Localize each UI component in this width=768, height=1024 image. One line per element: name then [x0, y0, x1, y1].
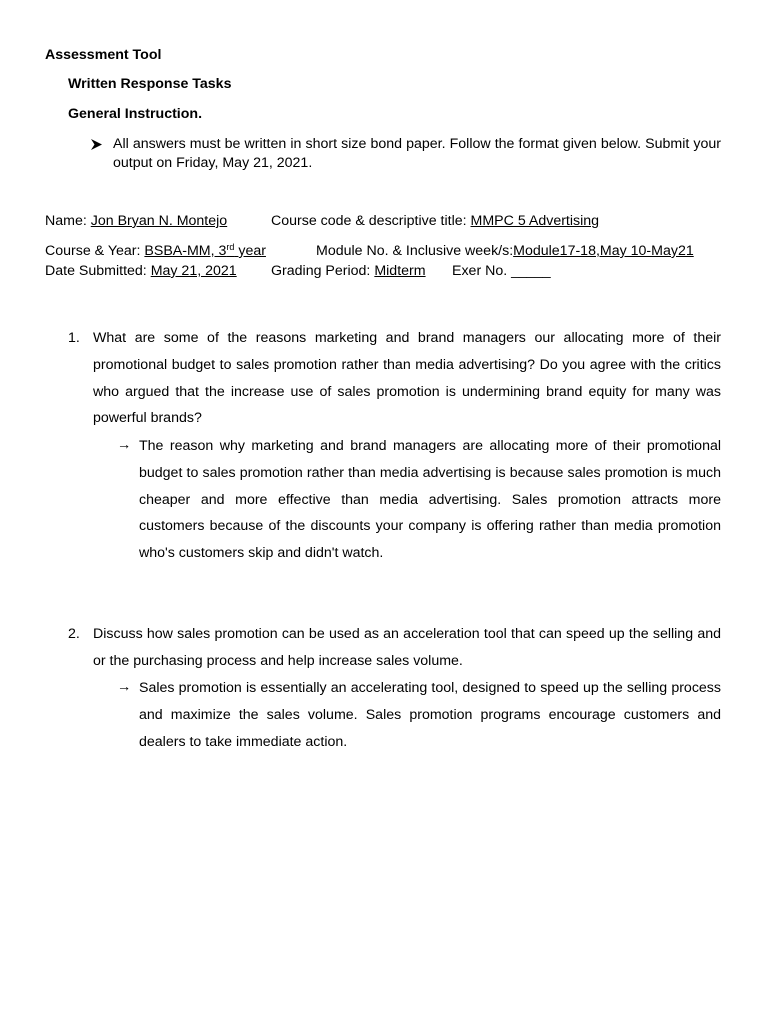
document-subtitle: Written Response Tasks — [68, 76, 232, 92]
period-value: Midterm — [374, 263, 426, 279]
document-title: Assessment Tool — [45, 47, 162, 63]
date-value: May 21, 2021 — [150, 263, 237, 279]
name-label: Name: — [45, 213, 87, 229]
instruction-text: All answers must be written in short size bond paper. Follow the format given below. Submit your output on Friday, May 21, 2021. — [113, 136, 721, 171]
name-value: Jon Bryan N. Montejo — [90, 213, 228, 229]
period-label: Grading Period: — [271, 263, 371, 279]
answer-1-text: The reason why marketing and brand managers are allocating more of their promotional budget to sales promotion rather than media advertising is because sales promotion is much cheaper and more effective than media advertising. Sales promotion attracts more customers because of the discounts your company is offering rather than media promotion who's customers skip and didn't watch. — [139, 438, 721, 562]
answer-2-arrow-icon: → — [117, 679, 132, 695]
question-1-number: 1. — [68, 330, 80, 346]
exer-label: Exer No. — [452, 263, 508, 279]
module-row — [316, 243, 694, 259]
question-2-number: 2. — [68, 626, 80, 642]
date-row — [45, 263, 237, 279]
answer-1-arrow-icon: → — [117, 437, 132, 453]
year-row — [45, 243, 266, 259]
course-label: Course code & descriptive title: — [271, 213, 467, 229]
answer-2-text: Sales promotion is essentially an accelerating tool, designed to speed up the selling process and maximize the sales volume. Sales promotion programs encourage customers and dealers to take immediate action. — [139, 680, 721, 750]
module-label: Module No. & Inclusive week/s: — [316, 243, 514, 259]
name-row — [45, 213, 227, 229]
arrowhead-bullet-icon — [90, 138, 103, 155]
course-value: MMPC 5 Advertising — [470, 213, 600, 229]
period-row — [271, 263, 426, 279]
instruction-heading: General Instruction. — [68, 106, 203, 122]
module-value: Module17-18,May 10-May21 — [513, 243, 694, 259]
exer-value: _____ — [511, 263, 551, 279]
year-value: BSBA-MM, 3rd year — [144, 242, 266, 259]
exer-row — [452, 263, 551, 279]
year-label: Course & Year: — [45, 243, 141, 259]
date-label: Date Submitted: — [45, 263, 147, 279]
question-2-text: Discuss how sales promotion can be used as an acceleration tool that can speed up the selling and or the purchasing process and help increase sales volume. — [93, 626, 721, 669]
question-1-text: What are some of the reasons marketing and brand managers our allocating more of their promotional budget to sales promotion rather than media advertising? Do you agree with the critics who argued that the increase use of sales promotion is undermining brand equity for many was powerful brands? — [93, 330, 721, 427]
course-row — [271, 213, 599, 229]
